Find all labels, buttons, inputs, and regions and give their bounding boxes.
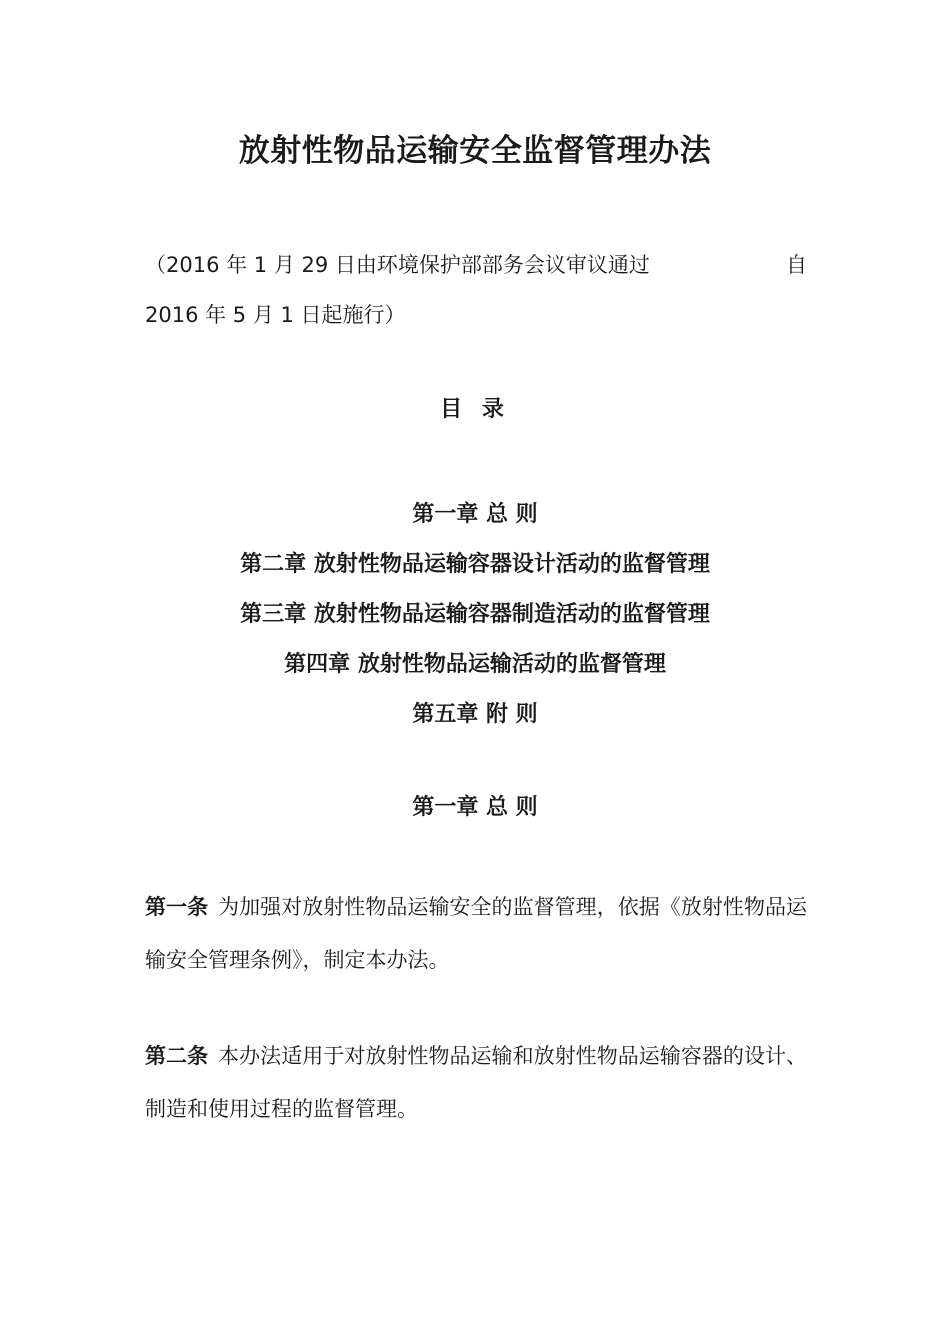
article-number: 第二条 [145,1044,209,1068]
adoption-note-line-2: 2016 年 5 月 1 日起施行） [145,303,406,327]
toc-item-chapter-2[interactable]: 第二章 放射性物品运输容器设计活动的监督管理 [240,552,710,577]
article-text: 为加强对放射性物品运输安全的监督管理，依据《放射性物品运输安全管理条例》，制定本办法。 [145,895,808,972]
document-title: 放射性物品运输安全监督管理办法 [238,133,712,169]
adoption-note [145,240,807,340]
toc-item-chapter-3[interactable]: 第三章 放射性物品运输容器制造活动的监督管理 [240,602,710,627]
toc-item-chapter-5[interactable]: 第五章 附 则 [412,702,538,727]
article-1 [145,881,807,987]
adoption-note-text: （2016 年 1 月 29 日由环境保护部部务会议审议通过 [145,253,650,277]
toc-item-chapter-4[interactable]: 第四章 放射性物品运输活动的监督管理 [284,652,666,677]
toc-title: 目 录 [440,397,510,422]
table-of-contents [0,490,950,740]
article-text: 本办法适用于对放射性物品运输和放射性物品运输容器的设计、制造和使用过程的监督管理。 [145,1044,808,1121]
toc-item-chapter-1[interactable]: 第一章 总 则 [412,502,538,527]
chapter-heading: 第一章 总 则 [412,795,538,820]
article-2 [145,1030,807,1136]
adoption-note-line-1 [145,240,807,290]
adoption-note-tail: 自 [786,253,807,277]
article-number: 第一条 [145,895,209,919]
